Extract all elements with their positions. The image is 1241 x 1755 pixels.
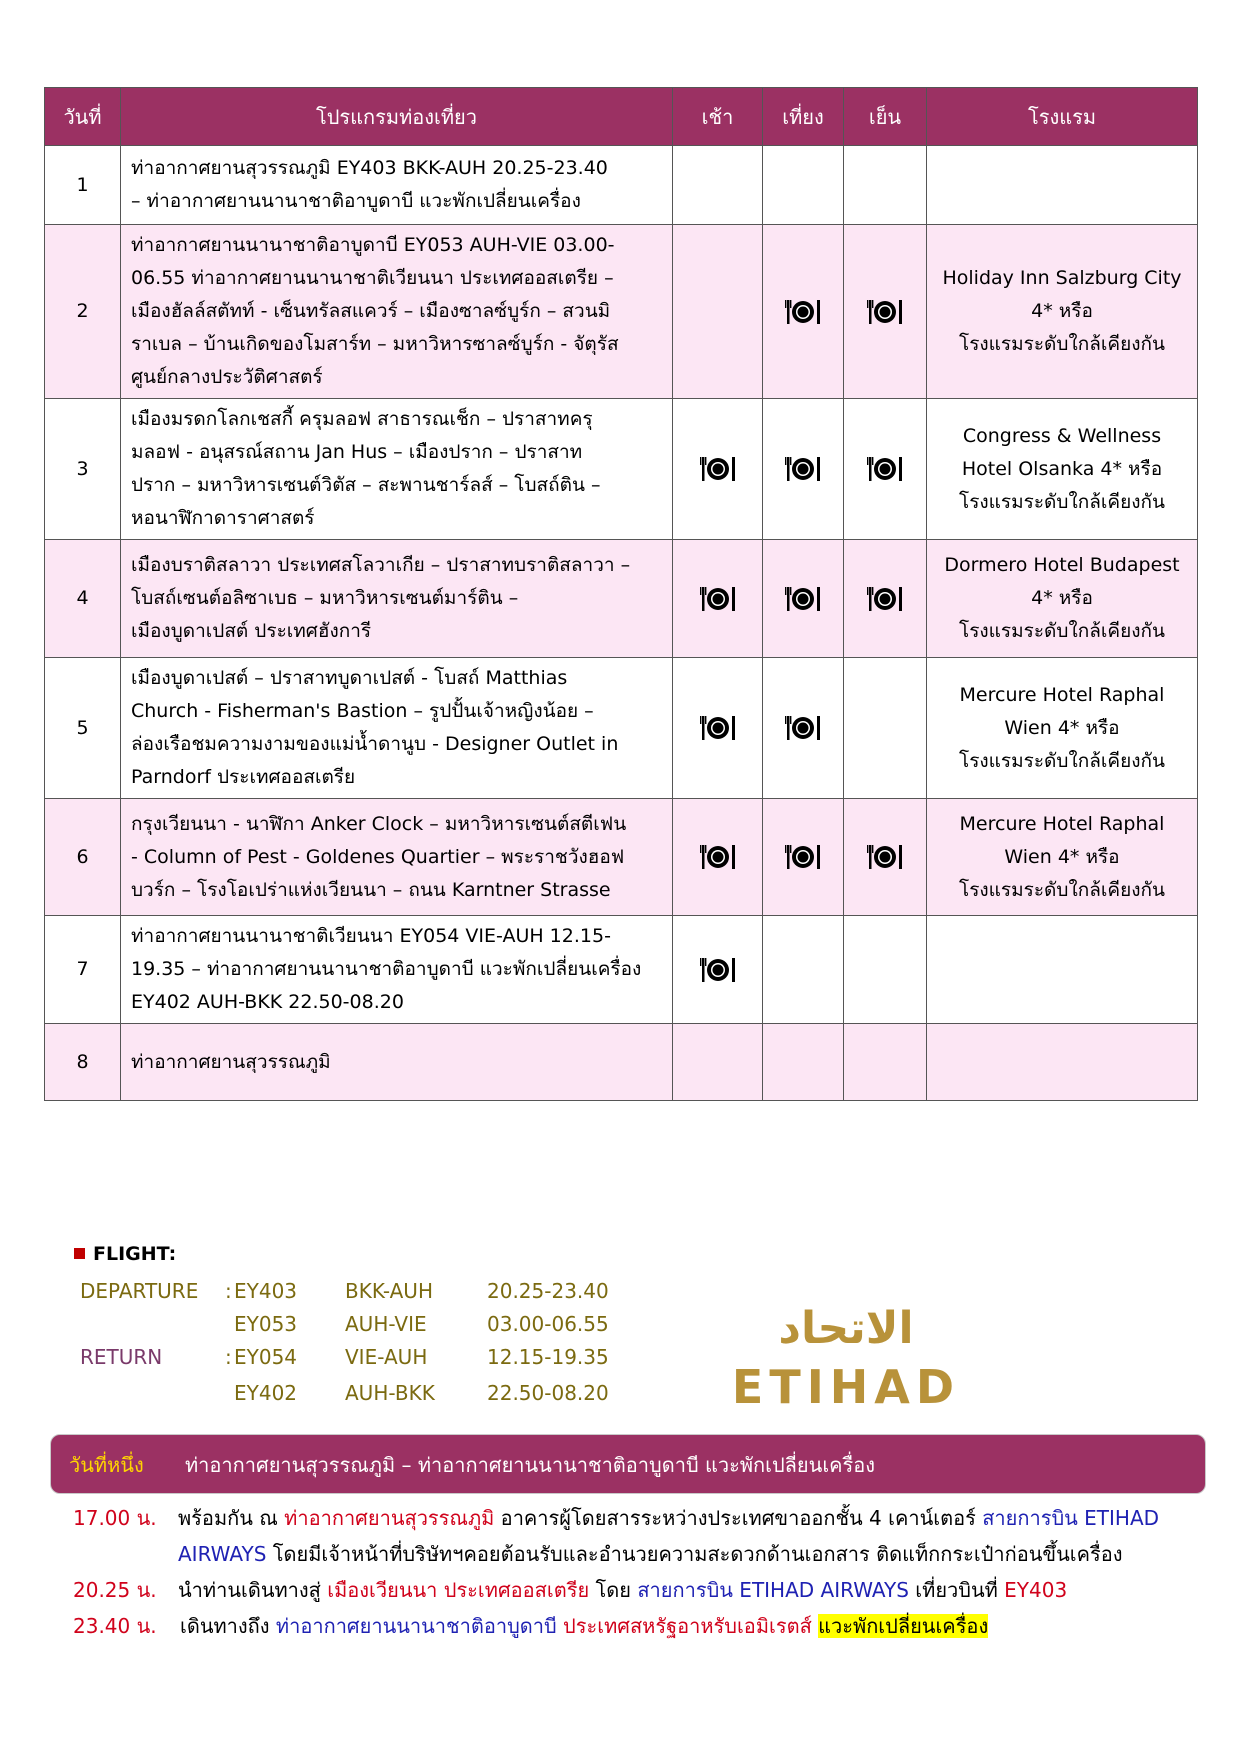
- meal-plate-icon: [698, 454, 738, 484]
- flight-colon: :: [225, 1345, 232, 1369]
- meal-plate-icon: [698, 842, 738, 872]
- program-line: ปราก – มหาวิหารเซนต์วิตัส – สะพานชาร์ลส์ – โบสถ์ติน –: [131, 474, 601, 496]
- meal-plate-icon: [783, 713, 823, 743]
- lunch-cell: [763, 540, 844, 658]
- schedule-text: [178, 1536, 1123, 1572]
- flight-route: AUH-VIE: [345, 1312, 427, 1336]
- program-line: เมืองบราติสลาวา ประเทศสโลวาเกีย – ปราสาทบราติสลาวา –: [131, 554, 631, 576]
- schedule-text: [178, 1500, 1159, 1536]
- program-line: โบสถ์เซนต์อลิซาเบธ – มหาวิหารเซนต์มาร์ติน –: [131, 587, 519, 609]
- program-line: – ท่าอากาศยานนานาชาติอาบูดาบี แวะพักเปลี่ยนเครื่อง: [131, 190, 581, 212]
- flight-code: EY053: [234, 1312, 298, 1336]
- table-row: [45, 658, 1198, 799]
- lunch-cell: [763, 799, 844, 916]
- lunch-cell: [763, 225, 844, 399]
- itinerary-table: [44, 87, 1198, 1101]
- schedule-segment: เดินทางถึง: [180, 1614, 276, 1638]
- hotel-line: Mercure Hotel Raphal: [959, 683, 1165, 706]
- meal-plate-icon: [783, 842, 823, 872]
- logo-arabic-text: الاتحاد: [778, 1303, 914, 1354]
- hotel-line: Mercure Hotel Raphal: [959, 812, 1165, 835]
- program-line: Church - Fisherman's Bastion – รูปปั้นเจ้าหญิงน้อย –: [131, 700, 594, 722]
- day-number: 3: [45, 399, 121, 540]
- breakfast-cell: [673, 225, 763, 399]
- meal-plate-icon: [783, 297, 823, 327]
- meal-plate-icon: [698, 955, 738, 985]
- breakfast-cell: [673, 799, 763, 916]
- day-number: 6: [45, 799, 121, 916]
- flight-label: RETURN: [80, 1345, 163, 1369]
- program-cell: [121, 799, 673, 916]
- header-breakfast: เช้า: [673, 88, 763, 146]
- header-program: โปรแกรมท่องเที่ยว: [121, 88, 673, 146]
- flight-info: [74, 1243, 694, 1413]
- day-number: 7: [45, 916, 121, 1024]
- hotel-line: Congress & Wellness: [962, 424, 1162, 447]
- hotel-cell: [927, 540, 1198, 658]
- schedule-segment: AIRWAYS: [178, 1542, 267, 1566]
- hotel-line: โรงแรมระดับใกล้เคียงกัน: [958, 490, 1165, 513]
- hotel-line: โรงแรมระดับใกล้เคียงกัน: [958, 749, 1165, 772]
- table-row: [45, 399, 1198, 540]
- table-row: [45, 146, 1198, 225]
- schedule-time: 17.00 น.: [73, 1506, 157, 1530]
- flight-time: 22.50-08.20: [487, 1381, 609, 1405]
- meal-plate-icon: [783, 584, 823, 614]
- schedule-segment: เที่ยวบินที่: [908, 1578, 1005, 1602]
- program-line: หอนาฬิกาดาราศาสตร์: [131, 507, 315, 529]
- program-line: เมืองบูดาเปสต์ ประเทศฮังการี: [131, 620, 372, 642]
- dinner-cell: [844, 399, 927, 540]
- table-header-row: [45, 88, 1198, 146]
- hotel-line: Hotel Olsanka 4* หรือ: [961, 457, 1163, 480]
- breakfast-cell: [673, 540, 763, 658]
- hotel-cell: [927, 916, 1198, 1024]
- program-line: ท่าอากาศยานนานาชาติอาบูดาบี EY053 AUH-VIE 03.00-: [131, 234, 615, 256]
- program-line: เมืองบูดาเปสต์ – ปราสาทบูดาเปสต์ - โบสถ์ Matthias: [131, 667, 568, 689]
- lunch-cell: [763, 1024, 844, 1101]
- table-row: [45, 916, 1198, 1024]
- dinner-cell: [844, 1024, 927, 1101]
- program-line: เมืองมรดกโลกเชสกี้ ครุมลอฟ สาธารณเช็ก – ปราสาทครุ: [131, 408, 593, 430]
- bullet-square-icon: [74, 1248, 85, 1259]
- program-line: 19.35 – ท่าอากาศยานนานาชาติอาบูดาบี แวะพักเปลี่ยนเครื่อง: [131, 958, 642, 980]
- meal-plate-icon: [783, 454, 823, 484]
- breakfast-cell: [673, 399, 763, 540]
- table-row: [45, 799, 1198, 916]
- schedule-segment: สายการบิน ETIHAD: [982, 1506, 1160, 1530]
- flight-label: DEPARTURE: [80, 1279, 199, 1303]
- program-line: 06.55 ท่าอากาศยานนานาชาติเวียนนา ประเทศออสเตรีย –: [131, 267, 614, 289]
- header-hotel: โรงแรม: [927, 88, 1198, 146]
- program-cell: [121, 916, 673, 1024]
- highlighted-text: แวะพักเปลี่ยนเครื่อง: [818, 1614, 989, 1638]
- flight-title: [74, 1243, 176, 1265]
- program-line: ศูนย์กลางประวัติศาสตร์: [131, 366, 323, 388]
- hotel-cell: [927, 799, 1198, 916]
- schedule-segment: พร้อมกัน ณ: [178, 1506, 285, 1530]
- schedule-segment: เมืองเวียนนา ประเทศออสเตรีย: [327, 1578, 590, 1602]
- flight-code: EY403: [234, 1279, 298, 1303]
- schedule-segment: นำท่านเดินทางสู่: [178, 1578, 328, 1602]
- header-day: วันที่: [45, 88, 121, 146]
- meal-plate-icon: [698, 584, 738, 614]
- hotel-cell: [927, 225, 1198, 399]
- program-line: เมืองฮัลล์สตัทท์ - เซ็นทรัลสแควร์ – เมืองซาลซ์บูร์ก – สวนมิ: [131, 300, 611, 322]
- logo-latin-text: ETIHAD: [731, 1360, 961, 1414]
- program-line: มลอฟ - อนุสรณ์สถาน Jan Hus – เมืองปราก – ปราสาท: [131, 441, 583, 463]
- hotel-line: Wien 4* หรือ: [1004, 716, 1120, 739]
- hotel-cell: [927, 146, 1198, 225]
- hotel-line: 4* หรือ: [1031, 300, 1093, 322]
- meal-plate-icon: [865, 584, 905, 614]
- lunch-cell: [763, 146, 844, 225]
- hotel-cell: [927, 399, 1198, 540]
- dinner-cell: [844, 916, 927, 1024]
- hotel-line: Dormero Hotel Budapest: [944, 554, 1180, 576]
- schedule-segment: โดย: [589, 1578, 638, 1602]
- schedule-text: [180, 1608, 988, 1644]
- breakfast-cell: [673, 916, 763, 1024]
- header-dinner: เย็น: [844, 88, 927, 146]
- day-one-title: ท่าอากาศยานสุวรรณภูมิ – ท่าอากาศยานนานาชาติอาบูดาบี แวะพักเปลี่ยนเครื่อง: [185, 1453, 876, 1477]
- hotel-line: โรงแรมระดับใกล้เคียงกัน: [958, 333, 1165, 355]
- flight-time: 20.25-23.40: [487, 1279, 609, 1303]
- table-row: [45, 225, 1198, 399]
- hotel-line: Wien 4* หรือ: [1004, 845, 1120, 868]
- schedule-time: 20.25 น.: [73, 1578, 157, 1602]
- flight-route: BKK-AUH: [345, 1279, 433, 1303]
- dinner-cell: [844, 225, 927, 399]
- program-line: ท่าอากาศยานนานาชาติเวียนนา EY054 VIE-AUH 12.15-: [131, 925, 611, 947]
- flight-time: 03.00-06.55: [487, 1312, 609, 1336]
- schedule-segment: ประเทศสหรัฐอาหรับเอมิเรตส์: [563, 1614, 812, 1638]
- day-one-banner: [50, 1434, 1206, 1494]
- program-cell: [121, 399, 673, 540]
- hotel-line: โรงแรมระดับใกล้เคียงกัน: [958, 620, 1165, 642]
- program-cell: [121, 540, 673, 658]
- meal-plate-icon: [865, 842, 905, 872]
- schedule-segment: อาคารผู้โดยสารระหว่างประเทศขาออกชั้น 4 เคาน์เตอร์: [494, 1506, 983, 1530]
- flight-title-text: FLIGHT:: [93, 1243, 177, 1265]
- flight-code: EY402: [234, 1381, 298, 1405]
- breakfast-cell: [673, 146, 763, 225]
- program-cell: [121, 1024, 673, 1101]
- schedule-segment: ท่าอากาศยานสุวรรณภูมิ: [284, 1506, 495, 1530]
- day-one-label: วันที่หนึ่ง: [69, 1453, 144, 1477]
- schedule-segment: ท่าอากาศยานนานาชาติอาบูดาบี: [275, 1614, 557, 1638]
- schedule-text: [178, 1572, 1067, 1608]
- flight-code: EY054: [234, 1345, 298, 1369]
- day-number: 8: [45, 1024, 121, 1101]
- dinner-cell: [844, 146, 927, 225]
- program-cell: [121, 146, 673, 225]
- day-number: 4: [45, 540, 121, 658]
- lunch-cell: [763, 916, 844, 1024]
- meal-plate-icon: [698, 713, 738, 743]
- flight-route: AUH-BKK: [345, 1381, 435, 1405]
- breakfast-cell: [673, 1024, 763, 1101]
- schedule-segment: สายการบิน ETIHAD AIRWAYS: [637, 1578, 909, 1602]
- itinerary-body: [45, 146, 1198, 1101]
- meal-plate-icon: [865, 297, 905, 327]
- header-lunch: เที่ยง: [763, 88, 844, 146]
- program-line: ท่าอากาศยานสุวรรณภูมิ: [131, 1050, 331, 1073]
- table-row: [45, 540, 1198, 658]
- day-number: 5: [45, 658, 121, 799]
- lunch-cell: [763, 658, 844, 799]
- schedule-time: 23.40 น.: [73, 1614, 157, 1638]
- program-line: กรุงเวียนนา - นาฬิกา Anker Clock – มหาวิหารเซนต์สตีเฟน: [131, 812, 627, 835]
- program-line: ท่าอากาศยานสุวรรณภูมิ EY403 BKK-AUH 20.25-23.40: [131, 157, 608, 179]
- program-line: ล่องเรือชมความงามของแม่น้ำดานูบ - Designer Outlet in: [131, 733, 619, 755]
- etihad-logo: [716, 1285, 976, 1415]
- hotel-line: Holiday Inn Salzburg City: [942, 267, 1182, 289]
- hotel-cell: [927, 1024, 1198, 1101]
- meal-plate-icon: [865, 454, 905, 484]
- dinner-cell: [844, 658, 927, 799]
- program-line: Parndorf ประเทศออสเตรีย: [131, 766, 356, 788]
- program-line: ราเบล – บ้านเกิดของโมสาร์ท – มหาวิหารซาลซ์บูร์ก - จัตุรัส: [131, 333, 619, 355]
- flight-route: VIE-AUH: [345, 1345, 428, 1369]
- lunch-cell: [763, 399, 844, 540]
- dinner-cell: [844, 540, 927, 658]
- hotel-line: 4* หรือ: [1031, 587, 1093, 609]
- program-line: EY402 AUH-BKK 22.50-08.20: [131, 991, 404, 1013]
- hotel-line: โรงแรมระดับใกล้เคียงกัน: [958, 878, 1165, 901]
- flight-colon: :: [225, 1279, 232, 1303]
- day-number: 1: [45, 146, 121, 225]
- schedule-segment: EY403: [1004, 1578, 1068, 1602]
- flight-time: 12.15-19.35: [487, 1345, 609, 1369]
- day-number: 2: [45, 225, 121, 399]
- hotel-cell: [927, 658, 1198, 799]
- schedule-segment: โดยมีเจ้าหน้าที่บริษัทฯคอยต้อนรับและอำนวยความสะดวกด้านเอกสาร ติดแท็กกระเป๋าก่อนขึ้นเครื่อง: [266, 1542, 1123, 1566]
- table-row: [45, 1024, 1198, 1101]
- dinner-cell: [844, 799, 927, 916]
- program-line: บวร์ก – โรงโอเปร่าแห่งเวียนนา – ถนน Karntner Strasse: [131, 878, 611, 901]
- program-cell: [121, 658, 673, 799]
- program-cell: [121, 225, 673, 399]
- breakfast-cell: [673, 658, 763, 799]
- program-line: - Column of Pest - Goldenes Quartier – พระราชวังฮอฟ: [131, 845, 625, 868]
